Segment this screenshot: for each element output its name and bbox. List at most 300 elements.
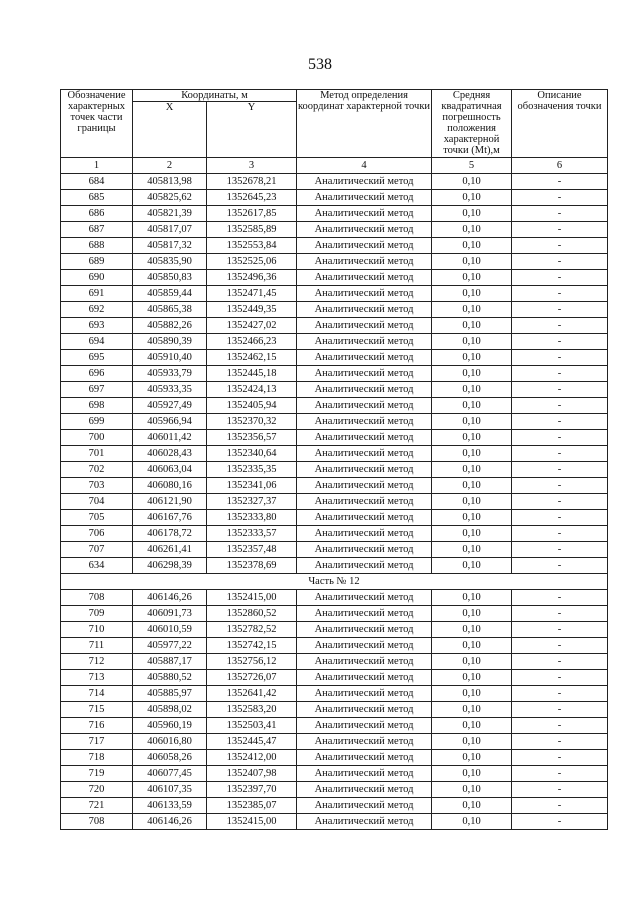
error-cell: 0,10 [432, 430, 512, 446]
description-cell: - [512, 222, 608, 238]
x-coord-cell: 406080,16 [133, 478, 207, 494]
x-coord-cell: 405813,98 [133, 174, 207, 190]
method-cell: Аналитический метод [297, 462, 432, 478]
header-error: Средняя квадратичная погрешность положения характерной точки (Mt),м [432, 90, 512, 158]
table-row [61, 190, 608, 206]
point-id-cell: 711 [61, 638, 133, 654]
point-id-cell: 689 [61, 254, 133, 270]
y-coord-cell: 1352860,52 [207, 606, 297, 622]
x-coord-cell: 405885,97 [133, 686, 207, 702]
point-id-cell: 701 [61, 446, 133, 462]
method-cell: Аналитический метод [297, 782, 432, 798]
y-coord-cell: 1352449,35 [207, 302, 297, 318]
x-coord-cell: 405933,35 [133, 382, 207, 398]
table-row [61, 238, 608, 254]
error-cell: 0,10 [432, 782, 512, 798]
method-cell: Аналитический метод [297, 526, 432, 542]
y-coord-cell: 1352503,41 [207, 718, 297, 734]
error-cell: 0,10 [432, 286, 512, 302]
column-number: 2 [133, 158, 207, 174]
x-coord-cell: 406121,90 [133, 494, 207, 510]
method-cell: Аналитический метод [297, 494, 432, 510]
table-row [61, 174, 608, 190]
method-cell: Аналитический метод [297, 750, 432, 766]
error-cell: 0,10 [432, 638, 512, 654]
description-cell: - [512, 366, 608, 382]
description-cell: - [512, 286, 608, 302]
method-cell: Аналитический метод [297, 190, 432, 206]
column-number: 6 [512, 158, 608, 174]
description-cell: - [512, 606, 608, 622]
error-cell: 0,10 [432, 494, 512, 510]
method-cell: Аналитический метод [297, 766, 432, 782]
table-row [61, 350, 608, 366]
error-cell: 0,10 [432, 398, 512, 414]
y-coord-cell: 1352415,00 [207, 590, 297, 606]
point-id-cell: 713 [61, 670, 133, 686]
y-coord-cell: 1352445,18 [207, 366, 297, 382]
table-row [61, 222, 608, 238]
point-id-cell: 705 [61, 510, 133, 526]
x-coord-cell: 405890,39 [133, 334, 207, 350]
x-coord-cell: 405960,19 [133, 718, 207, 734]
y-coord-cell: 1352333,57 [207, 526, 297, 542]
x-coord-cell: 406178,72 [133, 526, 207, 542]
y-coord-cell: 1352726,07 [207, 670, 297, 686]
y-coord-cell: 1352412,00 [207, 750, 297, 766]
y-coord-cell: 1352466,23 [207, 334, 297, 350]
description-cell: - [512, 702, 608, 718]
table-body-part-1 [61, 174, 608, 574]
column-number: 3 [207, 158, 297, 174]
point-id-cell: 699 [61, 414, 133, 430]
method-cell: Аналитический метод [297, 654, 432, 670]
description-cell: - [512, 270, 608, 286]
x-coord-cell: 406261,41 [133, 542, 207, 558]
description-cell: - [512, 526, 608, 542]
table-row [61, 270, 608, 286]
point-id-cell: 685 [61, 190, 133, 206]
x-coord-cell: 406146,26 [133, 814, 207, 830]
x-coord-cell: 406010,59 [133, 622, 207, 638]
table-row [61, 670, 608, 686]
error-cell: 0,10 [432, 302, 512, 318]
point-id-cell: 688 [61, 238, 133, 254]
y-coord-cell: 1352462,15 [207, 350, 297, 366]
method-cell: Аналитический метод [297, 558, 432, 574]
description-cell: - [512, 462, 608, 478]
table-row [61, 606, 608, 622]
table-row [61, 542, 608, 558]
error-cell: 0,10 [432, 206, 512, 222]
table-row [61, 734, 608, 750]
section-label: Часть № 12 [61, 574, 608, 590]
table-row [61, 334, 608, 350]
point-id-cell: 708 [61, 814, 133, 830]
method-cell: Аналитический метод [297, 302, 432, 318]
method-cell: Аналитический метод [297, 286, 432, 302]
point-id-cell: 704 [61, 494, 133, 510]
x-coord-cell: 406091,73 [133, 606, 207, 622]
method-cell: Аналитический метод [297, 446, 432, 462]
error-cell: 0,10 [432, 766, 512, 782]
error-cell: 0,10 [432, 734, 512, 750]
error-cell: 0,10 [432, 526, 512, 542]
y-coord-cell: 1352756,12 [207, 654, 297, 670]
error-cell: 0,10 [432, 670, 512, 686]
error-cell: 0,10 [432, 254, 512, 270]
error-cell: 0,10 [432, 590, 512, 606]
table-row [61, 366, 608, 382]
error-cell: 0,10 [432, 238, 512, 254]
description-cell: - [512, 622, 608, 638]
table-body-part-2 [61, 590, 608, 830]
x-coord-cell: 405817,07 [133, 222, 207, 238]
error-cell: 0,10 [432, 606, 512, 622]
description-cell: - [512, 670, 608, 686]
point-id-cell: 703 [61, 478, 133, 494]
table-row [61, 782, 608, 798]
method-cell: Аналитический метод [297, 734, 432, 750]
y-coord-cell: 1352525,06 [207, 254, 297, 270]
y-coord-cell: 1352583,20 [207, 702, 297, 718]
y-coord-cell: 1352407,98 [207, 766, 297, 782]
error-cell: 0,10 [432, 350, 512, 366]
description-cell: - [512, 334, 608, 350]
method-cell: Аналитический метод [297, 334, 432, 350]
error-cell: 0,10 [432, 318, 512, 334]
error-cell: 0,10 [432, 654, 512, 670]
description-cell: - [512, 798, 608, 814]
error-cell: 0,10 [432, 622, 512, 638]
header-y: Y [207, 102, 297, 158]
table-row [61, 526, 608, 542]
y-coord-cell: 1352327,37 [207, 494, 297, 510]
table-row [61, 478, 608, 494]
table-row [61, 558, 608, 574]
description-cell: - [512, 302, 608, 318]
x-coord-cell: 405859,44 [133, 286, 207, 302]
method-cell: Аналитический метод [297, 350, 432, 366]
error-cell: 0,10 [432, 718, 512, 734]
error-cell: 0,10 [432, 190, 512, 206]
description-cell: - [512, 190, 608, 206]
point-id-cell: 691 [61, 286, 133, 302]
table-row [61, 750, 608, 766]
description-cell: - [512, 590, 608, 606]
x-coord-cell: 405817,32 [133, 238, 207, 254]
table-row [61, 398, 608, 414]
point-id-cell: 718 [61, 750, 133, 766]
description-cell: - [512, 782, 608, 798]
error-cell: 0,10 [432, 446, 512, 462]
x-coord-cell: 405865,38 [133, 302, 207, 318]
method-cell: Аналитический метод [297, 366, 432, 382]
point-id-cell: 692 [61, 302, 133, 318]
method-cell: Аналитический метод [297, 382, 432, 398]
header-point-designation: Обозначение характерных точек части границы [61, 90, 133, 158]
point-id-cell: 698 [61, 398, 133, 414]
y-coord-cell: 1352341,06 [207, 478, 297, 494]
x-coord-cell: 405835,90 [133, 254, 207, 270]
y-coord-cell: 1352333,80 [207, 510, 297, 526]
method-cell: Аналитический метод [297, 254, 432, 270]
section-header [61, 574, 608, 590]
table-row [61, 414, 608, 430]
table-row [61, 510, 608, 526]
page-number: 538 [308, 56, 332, 73]
description-cell: - [512, 478, 608, 494]
point-id-cell: 708 [61, 590, 133, 606]
point-id-cell: 695 [61, 350, 133, 366]
y-coord-cell: 1352405,94 [207, 398, 297, 414]
table-row [61, 702, 608, 718]
y-coord-cell: 1352641,42 [207, 686, 297, 702]
point-id-cell: 716 [61, 718, 133, 734]
point-id-cell: 697 [61, 382, 133, 398]
table-row [61, 718, 608, 734]
description-cell: - [512, 382, 608, 398]
point-id-cell: 715 [61, 702, 133, 718]
method-cell: Аналитический метод [297, 430, 432, 446]
method-cell: Аналитический метод [297, 670, 432, 686]
point-id-cell: 690 [61, 270, 133, 286]
description-cell: - [512, 686, 608, 702]
x-coord-cell: 405821,39 [133, 206, 207, 222]
x-coord-cell: 406167,76 [133, 510, 207, 526]
error-cell: 0,10 [432, 222, 512, 238]
method-cell: Аналитический метод [297, 206, 432, 222]
table-row [61, 318, 608, 334]
x-coord-cell: 405933,79 [133, 366, 207, 382]
error-cell: 0,10 [432, 462, 512, 478]
y-coord-cell: 1352385,07 [207, 798, 297, 814]
x-coord-cell: 405898,02 [133, 702, 207, 718]
point-id-cell: 702 [61, 462, 133, 478]
point-id-cell: 714 [61, 686, 133, 702]
error-cell: 0,10 [432, 174, 512, 190]
column-number: 5 [432, 158, 512, 174]
table-row [61, 382, 608, 398]
y-coord-cell: 1352645,23 [207, 190, 297, 206]
method-cell: Аналитический метод [297, 814, 432, 830]
method-cell: Аналитический метод [297, 510, 432, 526]
point-id-cell: 686 [61, 206, 133, 222]
point-id-cell: 707 [61, 542, 133, 558]
point-id-cell: 712 [61, 654, 133, 670]
header-description: Описание обозначения точки [512, 90, 608, 158]
error-cell: 0,10 [432, 382, 512, 398]
x-coord-cell: 406028,43 [133, 446, 207, 462]
method-cell: Аналитический метод [297, 398, 432, 414]
method-cell: Аналитический метод [297, 270, 432, 286]
error-cell: 0,10 [432, 510, 512, 526]
table-row [61, 798, 608, 814]
point-id-cell: 706 [61, 526, 133, 542]
y-coord-cell: 1352742,15 [207, 638, 297, 654]
description-cell: - [512, 734, 608, 750]
point-id-cell: 710 [61, 622, 133, 638]
table-row [61, 254, 608, 270]
description-cell: - [512, 494, 608, 510]
y-coord-cell: 1352553,84 [207, 238, 297, 254]
x-coord-cell: 406063,04 [133, 462, 207, 478]
error-cell: 0,10 [432, 814, 512, 830]
description-cell: - [512, 350, 608, 366]
table-row [61, 814, 608, 830]
column-number: 1 [61, 158, 133, 174]
point-id-cell: 709 [61, 606, 133, 622]
column-numbers-row [61, 158, 608, 174]
x-coord-cell: 405825,62 [133, 190, 207, 206]
description-cell: - [512, 446, 608, 462]
table-row [61, 462, 608, 478]
error-cell: 0,10 [432, 270, 512, 286]
description-cell: - [512, 654, 608, 670]
x-coord-cell: 405882,26 [133, 318, 207, 334]
error-cell: 0,10 [432, 558, 512, 574]
table-row [61, 590, 608, 606]
error-cell: 0,10 [432, 798, 512, 814]
method-cell: Аналитический метод [297, 622, 432, 638]
table-row [61, 622, 608, 638]
table-row [61, 430, 608, 446]
error-cell: 0,10 [432, 334, 512, 350]
description-cell: - [512, 718, 608, 734]
y-coord-cell: 1352370,32 [207, 414, 297, 430]
x-coord-cell: 405910,40 [133, 350, 207, 366]
point-id-cell: 687 [61, 222, 133, 238]
y-coord-cell: 1352378,69 [207, 558, 297, 574]
method-cell: Аналитический метод [297, 606, 432, 622]
x-coord-cell: 405850,83 [133, 270, 207, 286]
x-coord-cell: 405977,22 [133, 638, 207, 654]
description-cell: - [512, 238, 608, 254]
description-cell: - [512, 638, 608, 654]
y-coord-cell: 1352678,21 [207, 174, 297, 190]
x-coord-cell: 406133,59 [133, 798, 207, 814]
point-id-cell: 717 [61, 734, 133, 750]
y-coord-cell: 1352617,85 [207, 206, 297, 222]
method-cell: Аналитический метод [297, 222, 432, 238]
table-row [61, 206, 608, 222]
description-cell: - [512, 750, 608, 766]
error-cell: 0,10 [432, 414, 512, 430]
error-cell: 0,10 [432, 750, 512, 766]
y-coord-cell: 1352427,02 [207, 318, 297, 334]
method-cell: Аналитический метод [297, 238, 432, 254]
x-coord-cell: 405927,49 [133, 398, 207, 414]
y-coord-cell: 1352424,13 [207, 382, 297, 398]
x-coord-cell: 406058,26 [133, 750, 207, 766]
x-coord-cell: 406146,26 [133, 590, 207, 606]
y-coord-cell: 1352471,45 [207, 286, 297, 302]
method-cell: Аналитический метод [297, 718, 432, 734]
method-cell: Аналитический метод [297, 590, 432, 606]
y-coord-cell: 1352445,47 [207, 734, 297, 750]
table-row [61, 686, 608, 702]
x-coord-cell: 405880,52 [133, 670, 207, 686]
point-id-cell: 684 [61, 174, 133, 190]
method-cell: Аналитический метод [297, 542, 432, 558]
method-cell: Аналитический метод [297, 638, 432, 654]
point-id-cell: 721 [61, 798, 133, 814]
x-coord-cell: 405966,94 [133, 414, 207, 430]
description-cell: - [512, 542, 608, 558]
error-cell: 0,10 [432, 702, 512, 718]
description-cell: - [512, 174, 608, 190]
x-coord-cell: 406107,35 [133, 782, 207, 798]
y-coord-cell: 1352340,64 [207, 446, 297, 462]
point-id-cell: 719 [61, 766, 133, 782]
y-coord-cell: 1352335,35 [207, 462, 297, 478]
description-cell: - [512, 318, 608, 334]
error-cell: 0,10 [432, 686, 512, 702]
point-id-cell: 694 [61, 334, 133, 350]
description-cell: - [512, 254, 608, 270]
y-coord-cell: 1352496,36 [207, 270, 297, 286]
y-coord-cell: 1352585,89 [207, 222, 297, 238]
method-cell: Аналитический метод [297, 686, 432, 702]
y-coord-cell: 1352782,52 [207, 622, 297, 638]
point-id-cell: 700 [61, 430, 133, 446]
header-coordinates: Координаты, м [133, 90, 297, 102]
x-coord-cell: 406016,80 [133, 734, 207, 750]
method-cell: Аналитический метод [297, 318, 432, 334]
point-id-cell: 696 [61, 366, 133, 382]
table-row [61, 446, 608, 462]
method-cell: Аналитический метод [297, 478, 432, 494]
point-id-cell: 693 [61, 318, 133, 334]
table-row [61, 766, 608, 782]
description-cell: - [512, 558, 608, 574]
column-number: 4 [297, 158, 432, 174]
x-coord-cell: 406298,39 [133, 558, 207, 574]
table-row [61, 302, 608, 318]
table-row [61, 654, 608, 670]
description-cell: - [512, 814, 608, 830]
description-cell: - [512, 206, 608, 222]
y-coord-cell: 1352356,57 [207, 430, 297, 446]
x-coord-cell: 406011,42 [133, 430, 207, 446]
description-cell: - [512, 766, 608, 782]
error-cell: 0,10 [432, 366, 512, 382]
point-id-cell: 634 [61, 558, 133, 574]
table-row [61, 494, 608, 510]
method-cell: Аналитический метод [297, 174, 432, 190]
table-header [61, 90, 608, 174]
x-coord-cell: 406077,45 [133, 766, 207, 782]
table-row [61, 638, 608, 654]
error-cell: 0,10 [432, 478, 512, 494]
error-cell: 0,10 [432, 542, 512, 558]
description-cell: - [512, 414, 608, 430]
y-coord-cell: 1352397,70 [207, 782, 297, 798]
y-coord-cell: 1352357,48 [207, 542, 297, 558]
description-cell: - [512, 430, 608, 446]
y-coord-cell: 1352415,00 [207, 814, 297, 830]
description-cell: - [512, 398, 608, 414]
table-row [61, 286, 608, 302]
header-method: Метод определения координат характерной точки [297, 90, 432, 158]
method-cell: Аналитический метод [297, 414, 432, 430]
method-cell: Аналитический метод [297, 798, 432, 814]
x-coord-cell: 405887,17 [133, 654, 207, 670]
header-x: X [133, 102, 207, 158]
description-cell: - [512, 510, 608, 526]
coordinates-table [60, 89, 608, 830]
point-id-cell: 720 [61, 782, 133, 798]
